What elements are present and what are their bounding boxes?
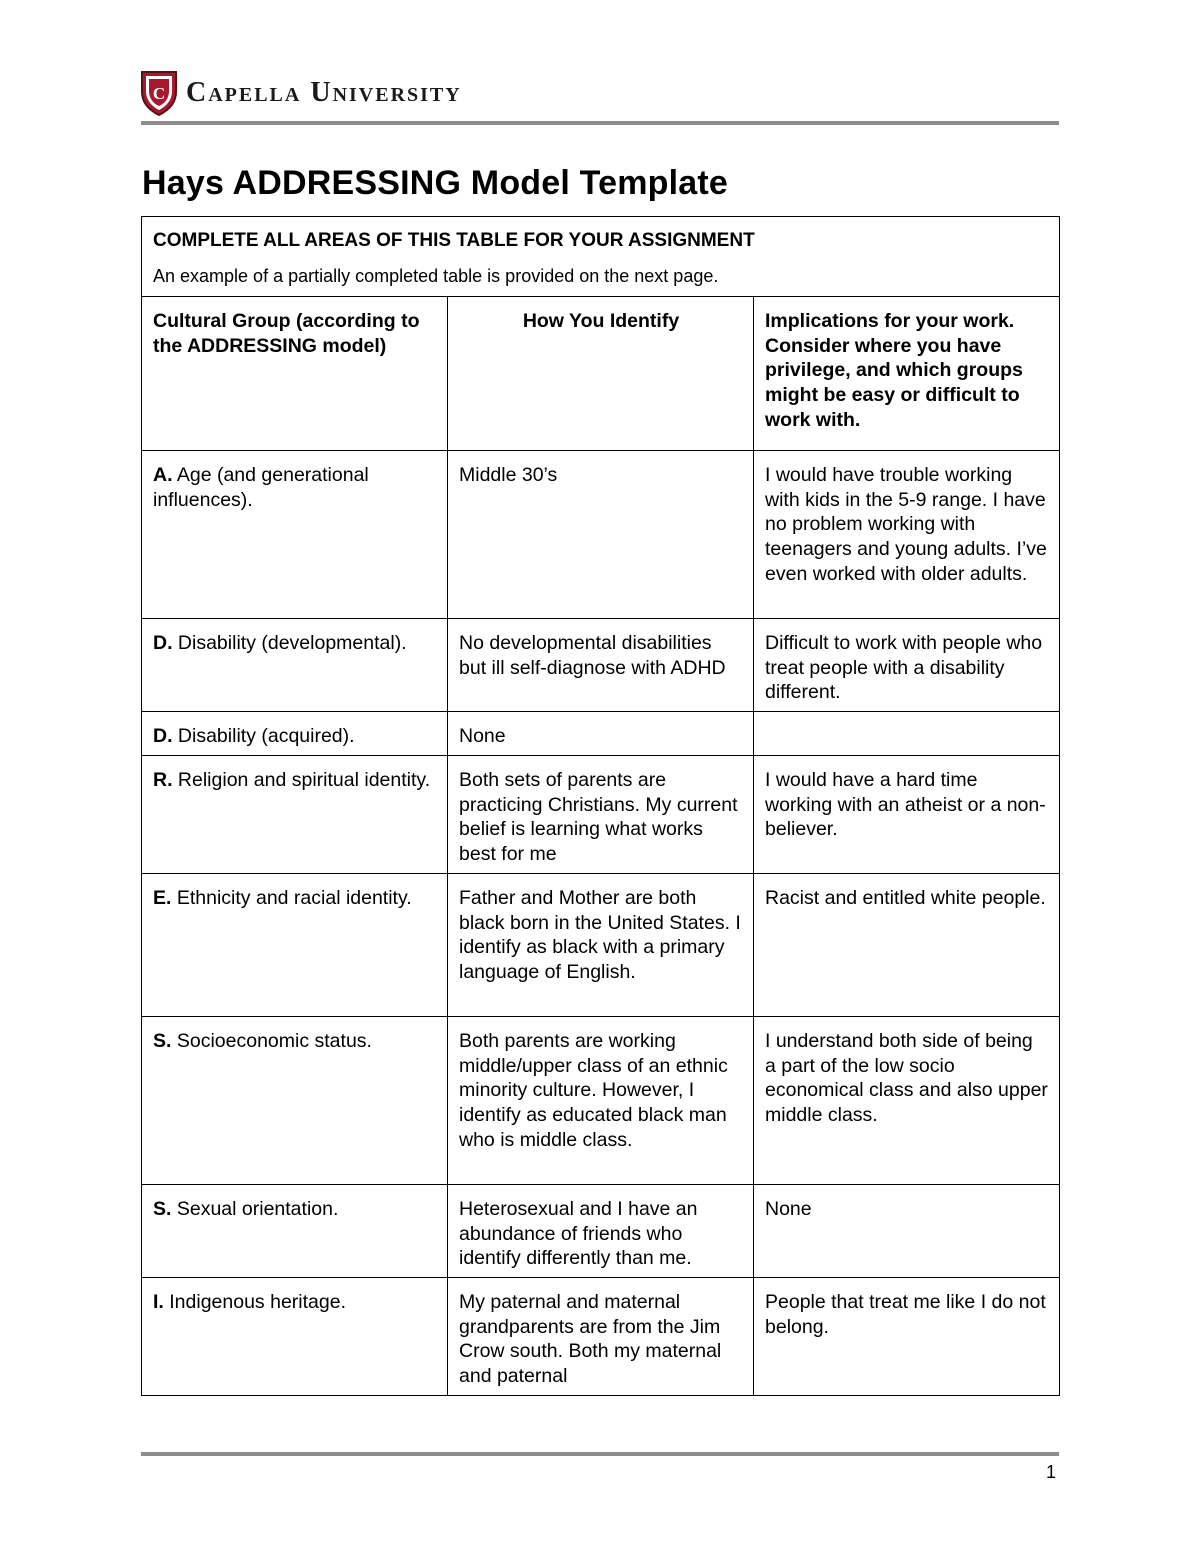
cultural-group-cell xyxy=(142,755,448,873)
page-number: 1 xyxy=(1046,1462,1057,1482)
table-row xyxy=(142,873,1060,1016)
cultural-group-cell xyxy=(142,1016,448,1184)
identify-cell: My paternal and maternal grandparents are from the Jim Crow south. Both my maternal and paternal xyxy=(448,1277,754,1395)
identify-cell: Heterosexual and I have an abundance of friends who identify differently than me. xyxy=(448,1184,754,1277)
identify-cell: Both sets of parents are practicing Christians. My current belief is learning what works best for me xyxy=(448,755,754,873)
implications-cell: I understand both side of being a part of the low socio economical class and also upper middle class. xyxy=(754,1016,1060,1184)
column-header-implications: Implications for your work. Consider where you have privilege, and which groups might be easy or difficult to work with. xyxy=(754,297,1060,451)
cultural-group-cell xyxy=(142,1277,448,1395)
group-letter: S. xyxy=(153,1197,172,1220)
group-letter: S. xyxy=(153,1029,172,1052)
implications-cell: I would have trouble working with kids in the 5-9 range. I have no problem working with teenagers and young adults. I’ve even worked with older adults. xyxy=(754,451,1060,619)
instructions-cell xyxy=(142,217,1060,297)
footer-rule xyxy=(141,1452,1059,1456)
cultural-group-cell xyxy=(142,619,448,712)
table-row xyxy=(142,1277,1060,1395)
column-header-how-you-identify: How You Identify xyxy=(448,297,754,451)
identify-cell: Father and Mother are both black born in the United States. I identify as black with a primary language of English. xyxy=(448,873,754,1016)
group-letter: D. xyxy=(153,632,173,654)
implications-cell: Difficult to work with people who treat people with a disability different. xyxy=(754,619,1060,712)
table-row xyxy=(142,619,1060,712)
group-label: Socioeconomic status. xyxy=(176,1029,372,1052)
group-label: Indigenous heritage. xyxy=(169,1290,346,1313)
table-row xyxy=(142,712,1060,756)
group-label: Age (and generational influences). xyxy=(153,464,369,511)
identify-cell: Both parents are working middle/upper class of an ethnic minority culture. However, I identify as educated black man who is middle class. xyxy=(448,1016,754,1184)
table-row xyxy=(142,1016,1060,1184)
addressing-table xyxy=(141,216,1060,1396)
implications-cell: I would have a hard time working with an atheist or a non-believer. xyxy=(754,755,1060,873)
capella-logo xyxy=(140,70,462,116)
group-label: Ethnicity and racial identity. xyxy=(176,886,412,909)
table-row xyxy=(142,451,1060,619)
instructions-heading: COMPLETE ALL AREAS OF THIS TABLE FOR YOUR ASSIGNMENT xyxy=(153,230,755,251)
identify-cell: Middle 30’s xyxy=(448,451,754,619)
implications-cell: None xyxy=(754,1184,1060,1277)
header-rule xyxy=(141,121,1059,125)
logo-wordmark: Capella University xyxy=(186,77,462,108)
group-letter: E. xyxy=(153,886,172,909)
group-letter: D. xyxy=(153,725,173,748)
implications-cell xyxy=(754,712,1060,756)
group-letter: I. xyxy=(153,1290,164,1313)
table-row xyxy=(142,755,1060,873)
column-header-cultural-group: Cultural Group (according to the ADDRESSING model) xyxy=(142,297,448,451)
cultural-group-cell xyxy=(142,451,448,619)
table-row xyxy=(142,1184,1060,1277)
group-label: Disability (developmental). xyxy=(177,632,407,654)
implications-cell: People that treat me like I do not belong. xyxy=(754,1277,1060,1395)
svg-text:C: C xyxy=(152,84,166,103)
group-letter: A. xyxy=(153,464,173,486)
identify-cell: None xyxy=(448,712,754,756)
implications-cell: Racist and entitled white people. xyxy=(754,873,1060,1016)
cultural-group-cell xyxy=(142,873,448,1016)
cultural-group-cell xyxy=(142,1184,448,1277)
instructions-note: An example of a partially completed table is provided on the next page. xyxy=(153,265,719,286)
cultural-group-cell xyxy=(142,712,448,756)
group-label: Sexual orientation. xyxy=(176,1197,339,1220)
group-label: Religion and spiritual identity. xyxy=(177,768,431,791)
document-title: Hays ADDRESSING Model Template xyxy=(142,164,729,202)
instructions-row xyxy=(142,217,1060,297)
group-label: Disability (acquired). xyxy=(177,725,355,748)
group-letter: R. xyxy=(153,768,173,791)
capella-shield-icon xyxy=(140,70,178,116)
identify-cell: No developmental disabilities but ill self-diagnose with ADHD xyxy=(448,619,754,712)
table-header-row xyxy=(142,297,1060,451)
